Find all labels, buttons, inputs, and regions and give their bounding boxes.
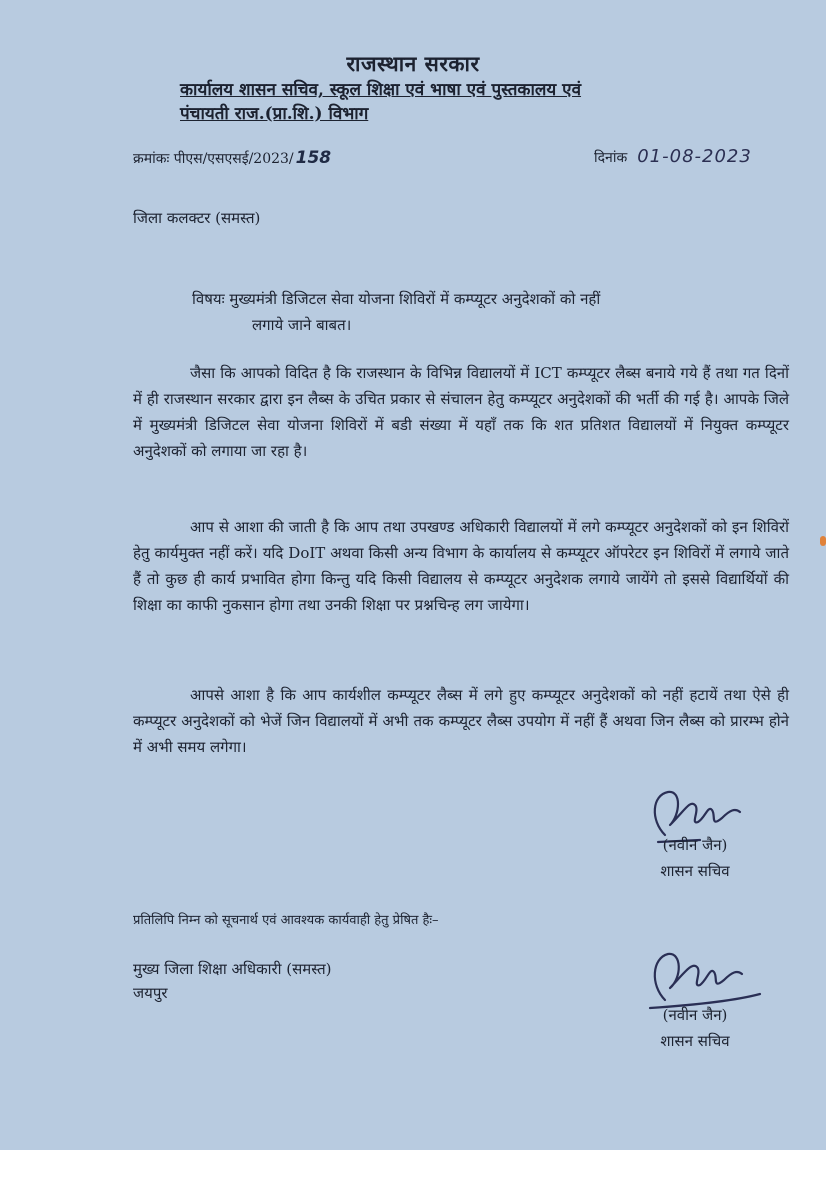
copy-recipient-line1: मुख्य जिला शिक्षा अधिकारी (समस्त) [133, 960, 332, 978]
date-line [594, 146, 752, 167]
signatory-designation: शासन सचिव [660, 862, 730, 880]
copy-recipient-line2: जयपुर [133, 984, 168, 1002]
office-heading-line2: पंचायती राज.(प्रा.शि.) विभाग [180, 104, 369, 124]
reference-label: क्रमांकः पीएस/एसएसई/2023/ [133, 151, 294, 167]
page-bottom-margin [0, 1150, 826, 1200]
date-value: 01-08-2023 [637, 146, 752, 167]
date-label: दिनांक [594, 150, 628, 166]
paragraph-1: जैसा कि आपको विदित है कि राजस्थान के विभिन्न विद्यालयों में ICT कम्प्यूटर लैब्स बनाये गये हैं तथा गत दिनों में ही राजस्थान सरकार द्वारा इन लैब्स के उचित प्रकार से संचालन हेतु कम्प्यूटर अनुदेशकों की भर्ती की गई है। आपके जिले में मुख्यमंत्री डिजिटल सेवा योजना शिविरों में बडी संख्या में यहाँ तक कि शत प्रतिशत विद्यालयों में नियुक्त कम्प्यूटर अनुदेशकों को लगाया जा रहा है। [133, 364, 789, 460]
signatory-designation-2: शासन सचिव [660, 1032, 730, 1050]
subject-line2: लगाये जाने बाबत। [252, 316, 352, 334]
signature-block-1 [630, 832, 760, 884]
subject-line [192, 286, 782, 338]
paragraph-3: आपसे आशा है कि आप कार्यशील कम्प्यूटर लैब्स में लगे हुए कम्प्यूटर अनुदेशकों को नहीं हटायें तथा ऐसे ही कम्प्यूटर अनुदेशकों को भेजें जिन विद्यालयों में अभी तक कम्प्यूटर लैब्स उपयोग में नहीं हैं अथवा जिन लैब्स को प्रारम्भ होने में अभी समय लगेगा। [133, 686, 789, 756]
signatory-name: (नवीन जैन) [662, 836, 728, 854]
copy-recipient [133, 957, 332, 1005]
subject-line1: विषयः मुख्यमंत्री डिजिटल सेवा योजना शिविरों में कम्प्यूटर अनुदेशकों को नहीं [192, 290, 601, 308]
reference-number: 158 [295, 148, 332, 168]
reference-line [133, 148, 331, 168]
edge-marker [820, 536, 826, 546]
government-heading: राजस्थान सरकार [346, 51, 480, 76]
paragraph-2: आप से आशा की जाती है कि आप तथा उपखण्ड अधिकारी विद्यालयों में लगे कम्प्यूटर अनुदेशकों को इन शिविरों हेतु कार्यमुक्त नहीं करें। यदि DoIT अथवा किसी अन्य विभाग के कार्यालय से कम्प्यूटर ऑपरेटर इन शिविरों में लगाये जाते हैं तो कुछ ही कार्य प्रभावित होगा किन्तु यदि किसी विद्यालय से कम्प्यूटर अनुदेशक लगाये जायेंगे तो इससे विद्यार्थियों की शिक्षा का काफी नुकसान होगा तथा उनकी शिक्षा पर प्रश्नचिन्ह लग जायेगा। [133, 518, 789, 614]
signatory-name-2: (नवीन जैन) [662, 1006, 728, 1024]
signature-block-2 [630, 1002, 760, 1054]
office-heading-line1: कार्यालय शासन सचिव, स्कूल शिक्षा एवं भाषा एवं पुस्तकालय एवं [180, 80, 582, 100]
addressee: जिला कलक्टर (समस्त) [133, 209, 261, 227]
copy-to-label: प्रतिलिपि निम्न को सूचनार्थ एवं आवश्यक कार्यवाही हेतु प्रेषित हैः– [133, 913, 439, 928]
office-heading [180, 78, 680, 126]
